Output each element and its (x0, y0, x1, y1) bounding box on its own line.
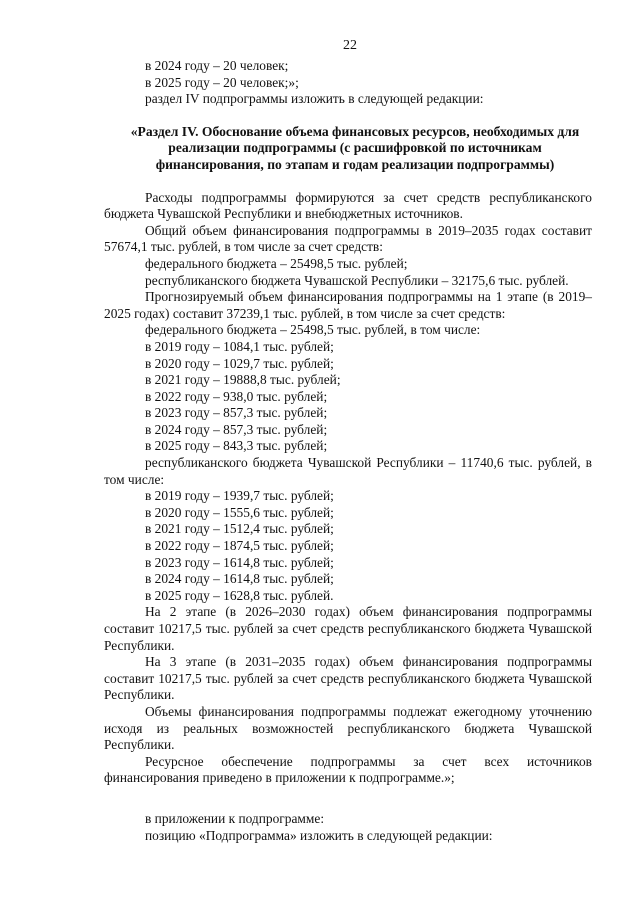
federal-year-line: в 2024 году – 857,3 тыс. рублей; (145, 421, 328, 437)
closing-line: позицию «Подпрограмма» изложить в следующей редакции: (145, 827, 493, 843)
federal-year-line: в 2020 году – 1029,7 тыс. рублей; (145, 355, 334, 371)
republic-year-line: в 2021 году – 1512,4 тыс. рублей; (145, 521, 334, 537)
paragraph: республиканского бюджета Чувашской Республики – 32175,6 тыс. рублей. (145, 272, 569, 288)
republic-year-line: в 2022 году – 1874,5 тыс. рублей; (145, 538, 334, 554)
republic-year-line: в 2019 году – 1939,7 тыс. рублей; (145, 488, 334, 504)
paragraph: федерального бюджета – 25498,5 тыс. рублей, в том числе: (145, 322, 481, 338)
paragraph: На 2 этапе (в 2026–2030 годах) объем финансирования подпрограммы составит 10217,5 тыс. рублей за счет средств республиканского бюджета Чувашской Республики. (104, 604, 592, 653)
section-heading: «Раздел IV. Обоснование объема финансовых ресурсов, необходимых для реализации подпрограммы (с расшифровкой по источникам финансирования, по этапам и годам реализации подпрограммы) (130, 123, 580, 172)
republic-year-line: в 2025 году – 1628,8 тыс. рублей. (145, 587, 334, 603)
republic-year-line: в 2024 году – 1614,8 тыс. рублей; (145, 571, 334, 587)
intro-line: в 2024 году – 20 человек; (145, 58, 289, 73)
page-number: 22 (343, 38, 357, 53)
paragraph: Ресурсное обеспечение подпрограммы за счет всех источников финансирования приведено в приложении к подпрограмме.»; (104, 753, 592, 786)
federal-year-line: в 2025 году – 843,3 тыс. рублей; (145, 438, 328, 454)
paragraph: Расходы подпрограммы формируются за счет средств республиканского бюджета Чувашской Республики и внебюджетных источников. (104, 189, 592, 222)
paragraph: Общий объем финансирования подпрограммы в 2019–2035 годах составит 57674,1 тыс. рублей, в том числе за счет средств: (104, 222, 592, 255)
intro-line: раздел IV подпрограммы изложить в следующей редакции: (145, 91, 484, 107)
paragraph: На 3 этапе (в 2031–2035 годах) объем финансирования подпрограммы составит 10217,5 тыс. рублей за счет средств республиканского бюджета Чувашской Республики. (104, 654, 592, 703)
paragraph: Объемы финансирования подпрограммы подлежат ежегодному уточнению исходя из реальных возможностей республиканского бюджета Чувашской Республики. (104, 703, 592, 753)
paragraph: республиканского бюджета Чувашской Республики – 11740,6 тыс. рублей, в том числе: (104, 455, 592, 487)
federal-year-line: в 2019 году – 1084,1 тыс. рублей; (145, 338, 334, 354)
intro-line: в 2025 году – 20 человек;»; (145, 74, 299, 90)
federal-year-line: в 2023 году – 857,3 тыс. рублей; (145, 405, 328, 421)
federal-year-line: в 2021 году – 19888,8 тыс. рублей; (145, 372, 341, 388)
document-body (104, 58, 592, 844)
paragraph: Прогнозируемый объем финансирования подпрограммы на 1 этапе (в 2019–2025 годах) составит 37239,1 тыс. рублей, в том числе за счет средств: (104, 289, 592, 321)
closing-line: в приложении к подпрограмме: (145, 810, 325, 826)
paragraph: федерального бюджета – 25498,5 тыс. рублей; (145, 255, 408, 271)
federal-year-line: в 2022 году – 938,0 тыс. рублей; (145, 388, 328, 404)
republic-year-line: в 2020 году – 1555,6 тыс. рублей; (145, 504, 334, 520)
republic-year-line: в 2023 году – 1614,8 тыс. рублей; (145, 554, 334, 570)
